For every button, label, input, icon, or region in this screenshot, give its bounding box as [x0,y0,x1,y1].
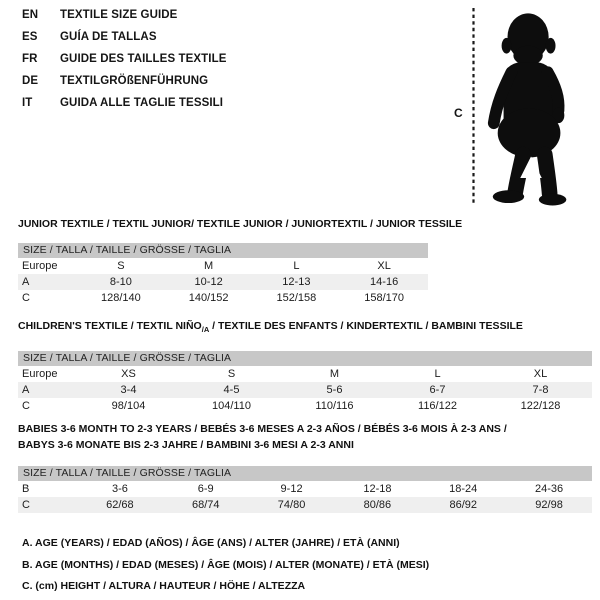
title-line: BABYS 3-6 MONATE BIS 2-3 JAHRE / BAMBINI 3-6 MESI A 2-3 ANNI [18,438,354,451]
language-code: EN [22,9,39,21]
value-cell: 14-16 [370,276,399,288]
size-cell: XS [121,368,136,381]
babies-table [18,422,592,513]
language-label: GUÍA DE TALLAS [60,31,157,43]
language-label: TEXTILE SIZE GUIDE [60,9,178,21]
value-cell: 140/152 [188,292,229,304]
title-text: CHILDREN'S TEXTILE / TEXTIL NIÑO [18,320,202,332]
value-cell: 80/86 [363,499,392,511]
value-cell: 8-10 [109,276,132,288]
language-row [22,26,227,48]
value-cell: 3-4 [120,384,137,397]
value-cell: 62/68 [106,499,134,511]
language-row [22,70,227,92]
language-label: GUIDA ALLE TAGLIE TESSILI [60,97,224,109]
value-cell: 158/170 [364,292,404,304]
language-row [22,92,227,114]
title-text: / TEXTILE DES ENFANTS / KINDERTEXTIL / BAMBINI TESSILE [209,320,523,332]
value-cell: 7-8 [532,384,549,397]
table-row-height [18,398,592,414]
height-dashed-line [472,8,475,206]
size-cell: XL [533,368,548,381]
value-cell: 24-36 [534,483,564,495]
size-cell: S [117,260,125,272]
value-cell: 6-7 [429,384,446,397]
footnote-age-years: A. AGE (YEARS) / EDAD (AÑOS) / ÂGE (ANS) / ALTER (JAHRE) / ETÀ (ANNI) [22,537,400,549]
children-table-title [18,320,592,336]
table-row-height [18,290,428,306]
row-label-cell: Europe [22,260,58,272]
junior-table-title: JUNIOR TEXTILE / TEXTIL JUNIOR/ TEXTILE JUNIOR / JUNIORTEXTIL / JUNIOR TESSILE [18,218,463,230]
value-cell: 68/74 [191,499,220,511]
table-row-age-months [18,481,592,497]
size-cell: XL [377,260,391,272]
value-cell: 92/98 [535,499,563,511]
language-code: FR [22,53,38,65]
row-label-cell: C [22,292,30,304]
table-row-age [18,274,428,290]
title-subscript: /A [201,325,210,335]
language-list [22,4,227,114]
value-cell: 104/110 [212,400,251,413]
height-figure [440,0,600,215]
size-cell: S [227,368,236,381]
value-cell: 116/122 [418,400,457,413]
height-measure-label: C [454,106,463,120]
value-cell: 122/128 [520,400,561,413]
value-cell: 18-24 [449,483,478,495]
language-row [22,48,227,70]
value-cell: 12-13 [282,276,311,288]
size-cell: M [204,260,214,272]
size-cell: L [434,368,441,381]
title-line: BABIES 3-6 MONTH TO 2-3 YEARS / BEBÉS 3-6 MESES A 2-3 AÑOS / BÉBÉS 3-6 MOIS À 2-3 ANS / [18,423,507,435]
language-code: DE [22,75,39,87]
table-row-europe [18,258,428,274]
language-row [22,4,227,26]
size-header-bar: SIZE / TALLA / TAILLE / GRÖSSE / TAGLIA [18,351,592,366]
value-cell: 128/140 [100,292,141,304]
value-cell: 5-6 [326,384,343,397]
language-label: TEXTILGRÖßENFÜHRUNG [60,75,209,87]
row-label-cell: A [22,384,30,397]
value-cell: 4-5 [223,384,240,397]
junior-table [18,218,463,306]
table-row-europe [18,366,592,382]
children-table [18,320,592,414]
row-label-cell: C [22,499,30,511]
babies-table-title [18,422,592,453]
value-cell: 152/158 [276,292,317,304]
language-code: IT [22,97,33,109]
value-cell: 12-18 [363,483,392,495]
size-cell: L [293,260,300,272]
footnote-age-months: B. AGE (MONTHS) / EDAD (MESES) / ÂGE (MOIS) / ALTER (MONATE) / ETÀ (MESI) [22,558,430,571]
table-row-height [18,497,592,513]
value-cell: 6-9 [197,483,214,495]
value-cell: 98/104 [111,400,146,413]
footnote-height: C. (cm) HEIGHT / ALTURA / HAUTEUR / HÖHE / ALTEZZA [22,580,306,592]
language-label: GUIDE DES TAILLES TEXTILE [60,53,227,65]
value-cell: 86/92 [449,499,477,511]
row-label-cell: Europe [22,368,58,381]
legend-footnotes [22,533,429,598]
row-label-cell: B [22,483,30,495]
toddler-silhouette-icon [483,8,581,207]
size-header-bar: SIZE / TALLA / TAILLE / GRÖSSE / TAGLIA [18,243,428,258]
row-label-cell: C [22,400,30,413]
value-cell: 3-6 [111,483,128,495]
size-header-bar: SIZE / TALLA / TAILLE / GRÖSSE / TAGLIA [18,466,592,481]
language-code: ES [22,31,38,43]
value-cell: 10-12 [194,276,223,288]
value-cell: 9-12 [280,483,303,495]
value-cell: 110/116 [315,400,354,413]
table-row-age [18,382,592,398]
value-cell: 74/80 [277,499,306,511]
row-label-cell: A [22,276,30,288]
size-cell: M [329,368,340,381]
